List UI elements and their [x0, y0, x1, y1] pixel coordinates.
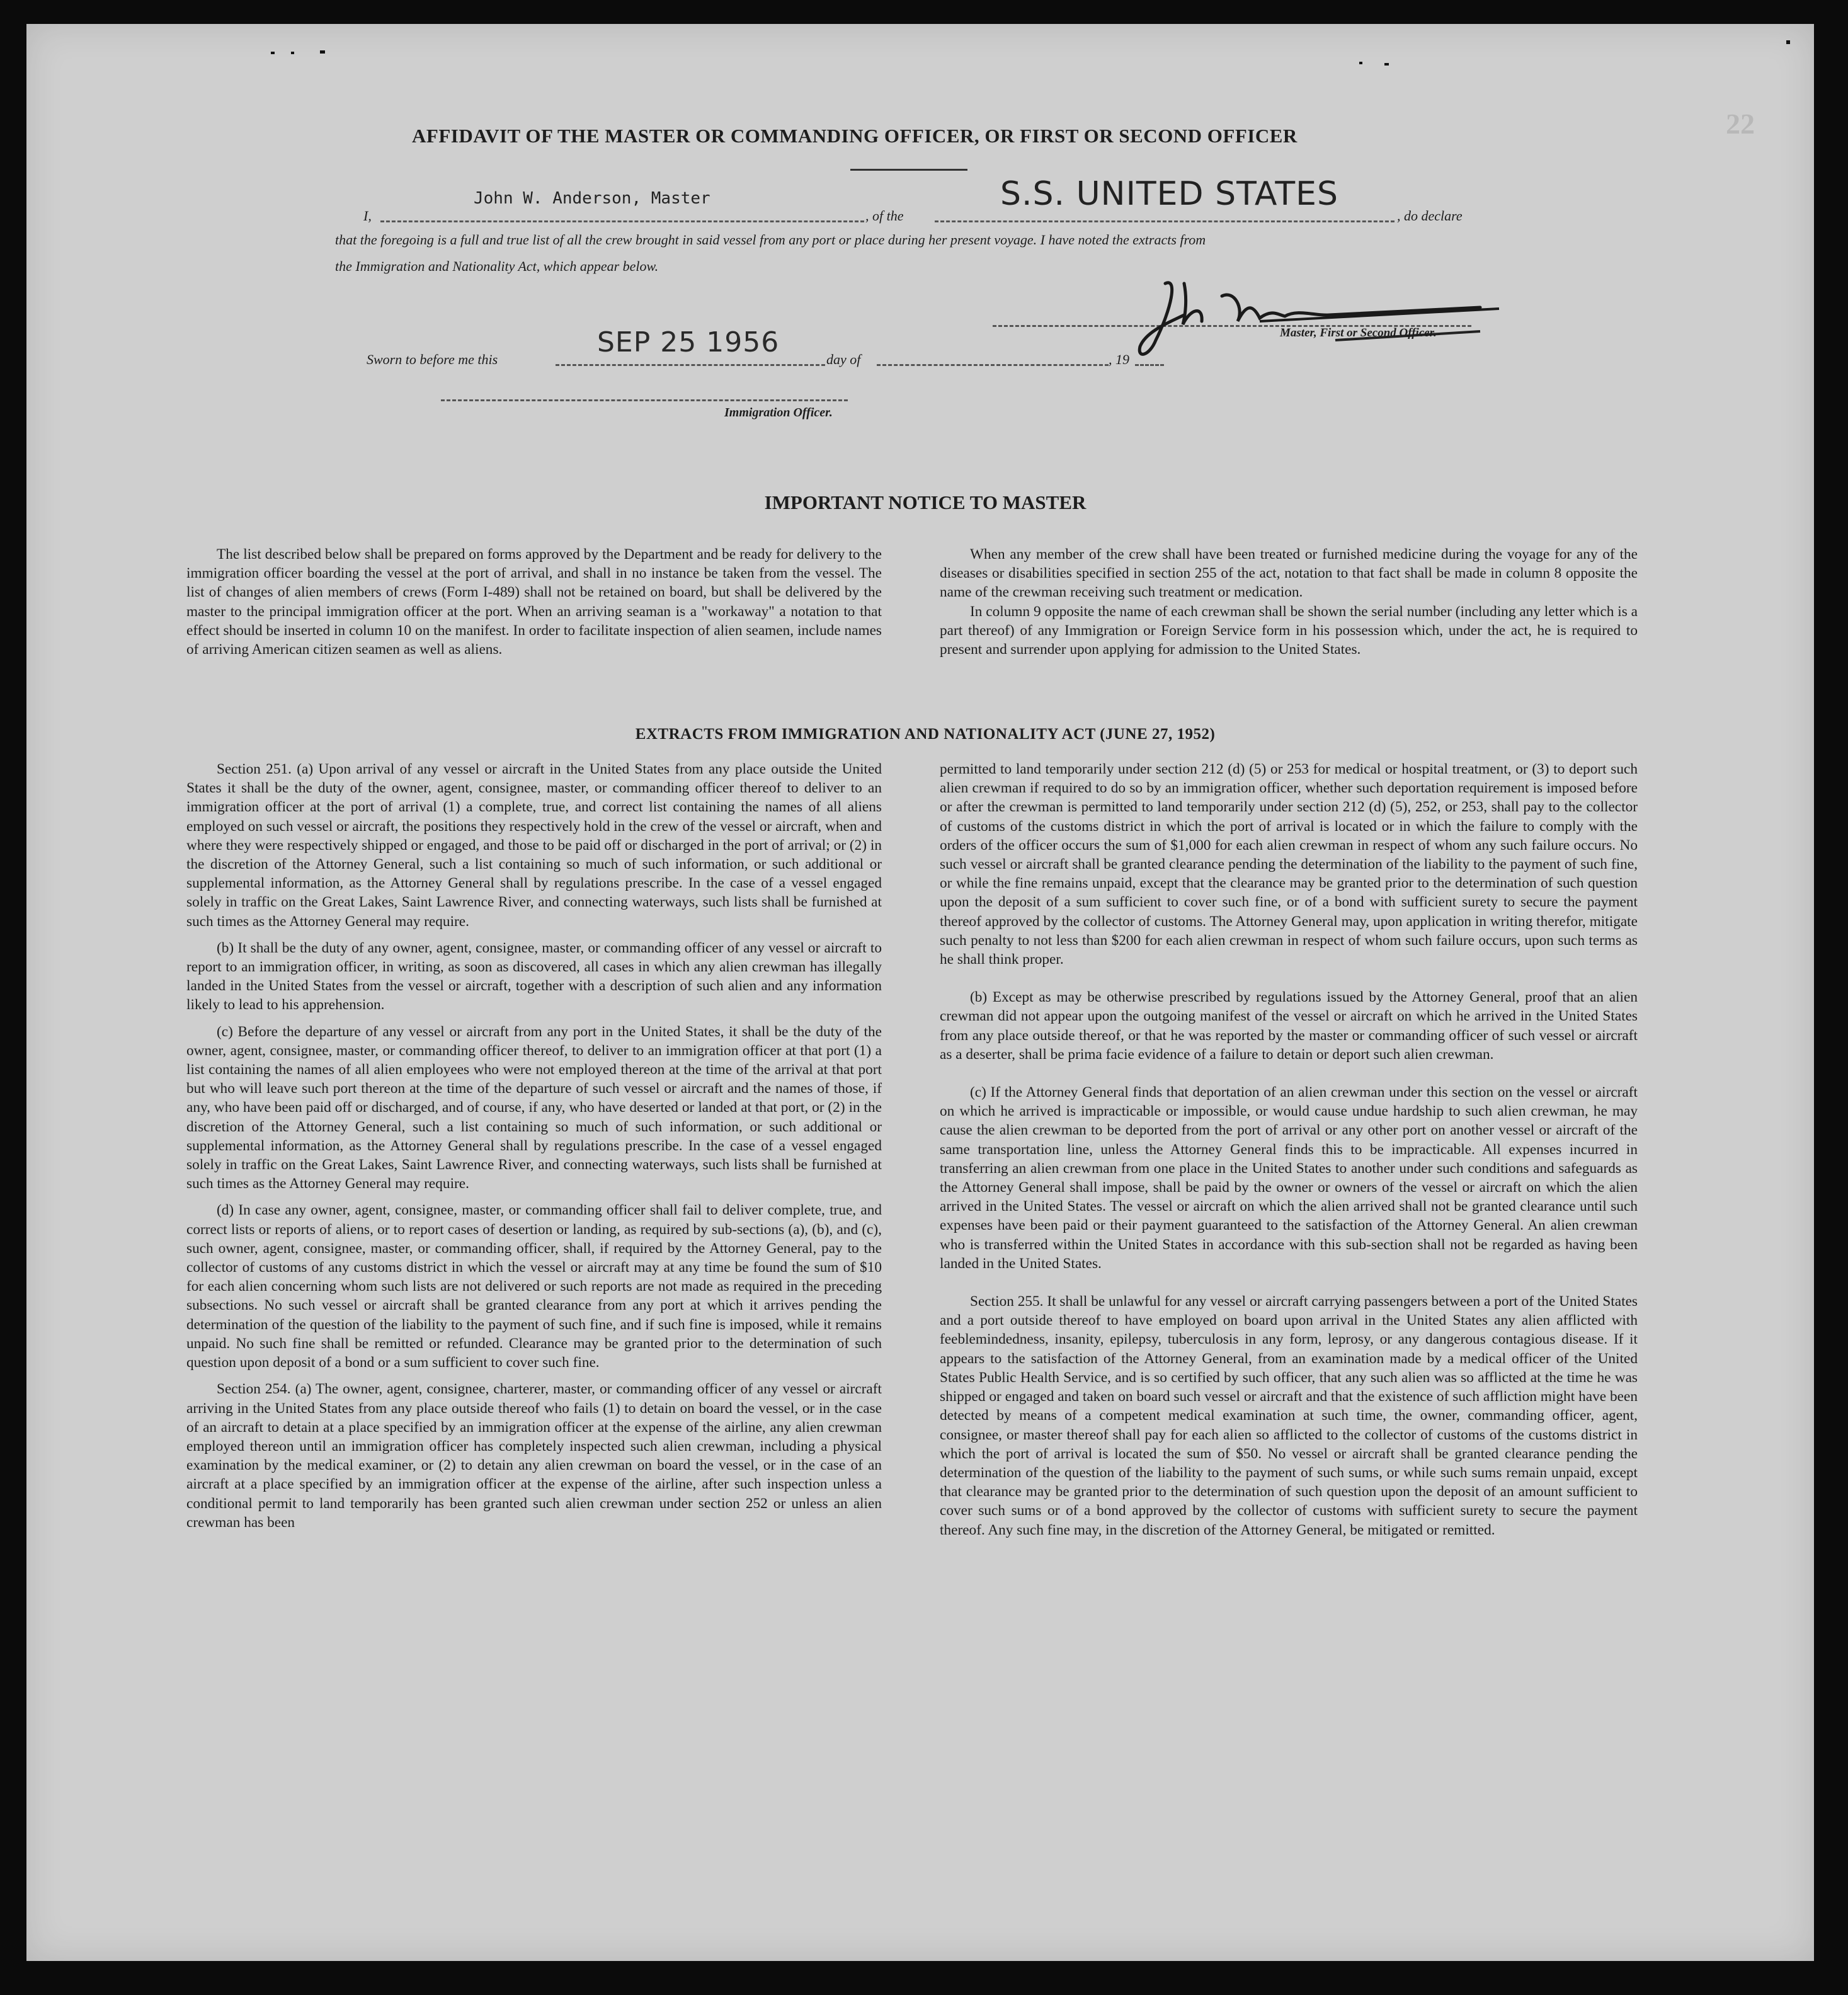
- scan-speck: [320, 50, 325, 54]
- section-251-d: (d) In case any owner, agent, consignee, master, or commanding officer shall fail to deliver complete, true, and correct lists or reports of aliens, or to report cases of desertion or landing, as required by sub-sections (a), (b), and (c), such owner, agent, consignee, master, or commanding officer, shall, if required by the Attorney General, pay to the collector of customs of any customs district in which the vessel or aircraft may at any time be found the sum of $10 for each alien concerning whom such lists are not delivered or such reports are not made as required in the preceding subsections. No such vessel or aircraft shall be granted clearance from any port at which it arrives pending the determination of the question of the liability to the payment of such fine, and if such fine is imposed, while it remains unpaid. No such fine shall be remitted or refunded. Clearance may be granted prior to the determination of such question upon deposit of a bond or a sum sufficient to cover such fine.: [186, 1202, 882, 1371]
- officer-line: [441, 399, 848, 401]
- section-254-a: Section 254. (a) The owner, agent, consignee, charterer, master, or commanding officer of any vessel or aircraft arriving in the United States from any place outside thereof who fails (1) to detain on board the vessel, or in the case of an aircraft to detain at a place specified by an immigration officer at the expense of the airline, any alien crewman employed thereon until an immigration officer has completely inspected such alien crewman, including a physical examination by the medical examiner, or (2) to detain any alien crewman on board the vessel, or in the case of an aircraft at a place specified by an immigration officer at the expense of the airline, after such inspection unless a conditional permit to land temporarily has been granted such alien crewman under section 252 or unless an alien crewman has been: [186, 1381, 882, 1531]
- extracts-heading: EXTRACTS FROM IMMIGRATION AND NATIONALITY ACT (JUNE 27, 1952): [635, 726, 1216, 743]
- heading-rule: [850, 169, 967, 171]
- section-254-a-continued: permitted to land temporarily under section 212 (d) (5) or 253 for medical or hospital treatment, or (3) to deport such alien crewman if required to do so by an immigration officer, whether such deportation requirement is imposed before or after the crewman is permitted to land temporarily under section 212 (d) (5), 252, or 253, shall pay to the collector of customs of the customs district in which the port of arrival is located or in which the failure to comply with the orders of the officer occurs the sum of $1,000 for each alien crewman in respect of whom any such failure occurs. No such vessel or aircraft shall be granted clearance pending the determination of the liability to the payment of such fine, or while the fine remains unpaid, except that the clearance may be granted prior to the determination of such question upon the deposit of a sum sufficient to cover such fine, or of a bond with sufficient surety to secure the payment thereof approved by the collector of customs. The Attorney General may, upon application in writing therefor, mitigate such penalty to not less than $200 for each alien crewman in respect of whom such failure occurs, upon such terms as he shall think proper.: [940, 761, 1638, 968]
- notice-left-column: [186, 545, 882, 666]
- date-stamp: SEP 25 1956: [597, 326, 780, 358]
- sworn-prefix: Sworn to before me this: [367, 352, 498, 367]
- section-255: Section 255. It shall be unlawful for any vessel or aircraft carrying passengers between a port of the United States and a port outside thereof to have employed on board upon arrival in the United States any alien afflicted with feeblemindedness, insanity, epilepsy, tuberculosis in any form, leprosy, or any dangerous contagious disease. If it appears to the satisfaction of the Attorney General, from an examination made by a medical officer of the United States Public Health Service, and is so certified by such officer, that any such alien was so afflicted at the time he was shipped or engaged and taken on board such vessel or aircraft and that the existence of such affliction might have been detected by means of a competent medical examination at such time, the owner, commanding officer, agent, consignee, or master thereof shall pay for each alien so afflicted to the collector of customs of the customs district in which the port of arrival is located the sum of $50. No vessel or aircraft shall be granted clearance pending the determination of the question of the liability to the payment of such sums, or while such sums remain unpaid, except that clearance may be granted prior to the determination of such question upon the deposit of an amount sufficient to cover such sums or of a bond approved by the collector of customs with sufficient surety to secure the payment thereof. Any such fine may, in the discretion of the Attorney General, be mitigated or remitted.: [940, 1293, 1638, 1538]
- year-line: [1135, 364, 1164, 366]
- signature-title: Master, First or Second Officer.: [1280, 326, 1437, 340]
- sworn-day-line: [556, 364, 825, 366]
- notice-heading: IMPORTANT NOTICE TO MASTER: [764, 491, 1087, 513]
- officer-label: Immigration Officer.: [724, 406, 833, 420]
- extracts-left-column: [186, 760, 882, 1540]
- scan-speck: [291, 52, 294, 54]
- margin-mark: 22: [1726, 108, 1755, 140]
- notice-right-paragraph-1: When any member of the crew shall have been treated or furnished medicine during the voyage for any of the diseases or disabilities specified in section 255 of the act, notation to that fact shall be made in column 8 opposite the name of the crewman receiving such treatment or medication.: [940, 546, 1638, 601]
- scan-speck: [1384, 63, 1389, 66]
- scan-speck: [271, 52, 275, 54]
- vessel-name: S.S. UNITED STATES: [1000, 175, 1338, 213]
- statement-line-1: that the foregoing is a full and true list of all the crew brought in said vessel from any port or place during her present voyage. I have noted the extracts from: [335, 232, 1206, 248]
- notice-left-paragraph: The list described below shall be prepared on forms approved by the Department and be ready for delivery to the immigration officer boarding the vessel at the port of arrival, and shall in no instance be taken from the vessel. The list of changes of alien members of crews (Form I-489) shall not be retained on board, but shall be delivered by the master to the principal immigration officer at the port. When an arriving seaman is a "workaway" a notation to that effect should be inserted in column 10 on the manifest. In order to facilitate inspection of alien seamen, include names of arriving American citizen seamen as well as aliens.: [186, 546, 882, 658]
- section-254-b: (b) Except as may be otherwise prescribed by regulations issued by the Attorney General, proof that an alien crewman did not appear upon the outgoing manifest of the vessel or aircraft on which he arrived in the United States from any place outside thereof, or that he was reported by the master or commanding officer of such vessel or aircraft as a deserter, shall be prima facie evidence of a failure to detain or deport such alien crewman.: [940, 989, 1638, 1063]
- extracts-right-column: [940, 760, 1638, 1547]
- notice-right-paragraph-2: In column 9 opposite the name of each crewman shall be shown the serial number (including any letter which is a part thereof) of any Immigration or Foreign Service form in his possession which, under the act, he is required to present and surrender upon applying for admission to the United States.: [940, 603, 1638, 658]
- vessel-line: [935, 220, 1395, 222]
- year-prefix: , 19: [1109, 352, 1129, 367]
- of-the-label: , of the: [865, 208, 904, 224]
- scan-speck: [1786, 40, 1790, 44]
- scan-speck: [1359, 62, 1362, 64]
- month-line: [877, 364, 1109, 366]
- prefix-i: I,: [363, 208, 372, 224]
- section-251-c: (c) Before the departure of any vessel or aircraft from any port in the United States, it shall be the duty of the owner, agent, consignee, master, or commanding officer thereof, to deliver to an immigration officer at that port (1) a list containing the names of all alien employees who were not employed thereon at the time of the arrival at that port but who will leave such port thereon at the time of the departure of such vessel or aircraft and the names of those, if any, who have been paid off or discharged, and of course, if any, who have deserted or landed at that port, or (2) in the discretion of the Attorney General, such a list containing so much of such information, or such additional or supplemental information, as the Attorney General shall by regulations prescribe. In the case of a vessel engaged solely in traffic on the Great Lakes, Saint Lawrence River, and connecting waterways, such lists shall be furnished at such times as the Attorney General may require.: [186, 1023, 882, 1192]
- section-254-c: (c) If the Attorney General finds that deportation of an alien crewman under this section on the vessel or aircraft on which he arrived is impracticable or impossible, or would cause undue hardship to such alien crewman, he may cause the alien crewman to be deported from the port of arrival or any other port on another vessel or aircraft of the same transportation line, unless the Attorney General finds this to be impracticable. All expenses incurred in transferring an alien crewman from one place in the United States to another under such conditions and safeguards as the Attorney General shall impose, shall be paid by the owner or owners of the vessel or aircraft on which the alien arrived in the United States. The vessel or aircraft on which the alien arrived shall not be granted clearance until such expenses have been paid or their payment guaranteed to the satisfaction of the Attorney General. An alien crewman who is transferred within the United States in accordance with this sub-section shall not be regarded as having been landed in the United States.: [940, 1084, 1638, 1272]
- declarant-line: [380, 220, 864, 222]
- notice-right-column: [940, 545, 1638, 666]
- affidavit-heading: AFFIDAVIT OF THE MASTER OR COMMANDING OFFICER, OR FIRST OR SECOND OFFICER: [412, 125, 1298, 147]
- section-251-b: (b) It shall be the duty of any owner, agent, consignee, master, or commanding officer of any vessel or aircraft to report to an immigration officer, in writing, as soon as discovered, all cases in which any alien crewman has illegally landed in the United States from the vessel or aircraft, together with a description of such alien and any information likely to lead to his apprehension.: [186, 939, 882, 1014]
- day-of-label: day of: [826, 352, 861, 367]
- master-signature: [1127, 271, 1531, 365]
- declarant-name: John W. Anderson, Master: [474, 189, 710, 208]
- statement-line-2: the Immigration and Nationality Act, which appear below.: [335, 258, 659, 274]
- section-251-a: Section 251. (a) Upon arrival of any vessel or aircraft in the United States from any place outside the United States it shall be the duty of the owner, agent, consignee, master, or commanding officer thereof to deliver to an immigration officer at the port of arrival (1) a complete, true, and correct list containing the names of all aliens employed on such vessel or aircraft, the positions they respectively hold in the crew of the vessel or aircraft, when and where they were respectively shipped or engaged, and those to be paid off or discharged in the port of arrival; or (2) in the discretion of the Attorney General, such a list containing so much of such information, or such additional or supplemental information, as the Attorney General shall by regulations prescribe. In the case of a vessel engaged solely in traffic on the Great Lakes, Saint Lawrence River, and connecting waterways, such lists shall be furnished at such times as the Attorney General may require.: [186, 761, 882, 930]
- do-declare-label: , do declare: [1397, 208, 1463, 224]
